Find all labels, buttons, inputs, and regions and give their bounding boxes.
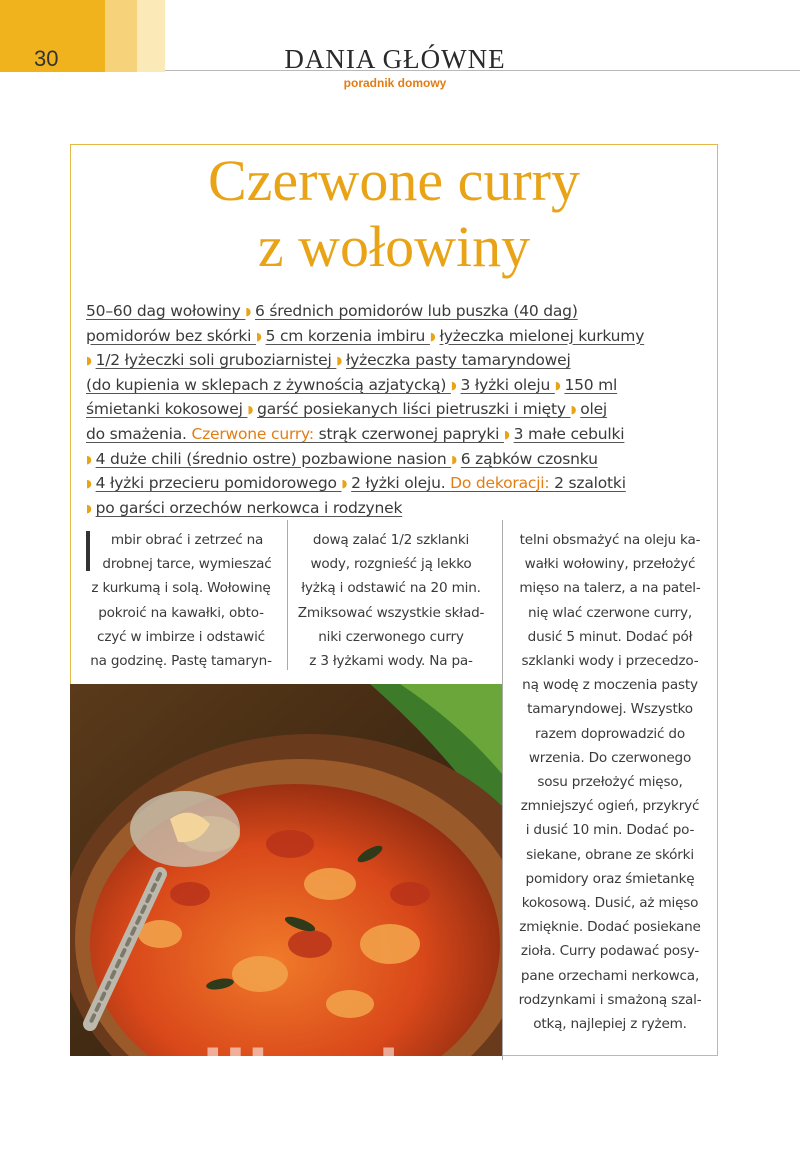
curry-photo: [70, 684, 502, 1056]
ingredient-line: [86, 497, 706, 522]
watermark: wedlinydomowe.pl: [80, 1038, 745, 1108]
instruction-line: drobnej tarce, wymieszać: [102, 556, 272, 573]
instruction-line: siekane, obrane ze skórki: [526, 846, 694, 863]
ingredient-text: olej: [580, 400, 608, 419]
instruction-line: mbir obrać i zetrzeć na: [110, 532, 264, 548]
bullet-icon: ◗: [86, 501, 92, 515]
section-label: Czerwone curry:: [191, 424, 319, 443]
bullet-icon: ◗: [86, 354, 92, 368]
ingredient-text: 3 małe cebulki: [513, 424, 625, 443]
ingredient-text: łyżeczka mielonej kurkumy: [439, 326, 645, 345]
ingredient-text: 50–60 dag wołowiny: [86, 302, 246, 320]
instruction-line: zmięknie. Dodać posiekane: [519, 919, 701, 936]
ingredient-text: 6 ząbków czosnku: [460, 449, 598, 468]
column-divider-1: [287, 520, 288, 670]
recipe-title-line1: Czerwone curry: [208, 148, 580, 213]
instruction-line: sosu przełożyć mięso,: [537, 774, 683, 791]
ingredient-text: łyżeczka pasty tamaryndowej: [345, 351, 571, 370]
ingredient-line: [86, 300, 706, 325]
bullet-icon: ◗: [450, 378, 457, 392]
instruction-line: telni obsmażyć na oleju ka-: [519, 532, 701, 548]
instructions-column-1: [86, 528, 276, 673]
curry-bowl-illustration: [70, 684, 502, 1056]
ingredient-line: [86, 448, 706, 473]
bullet-icon: ◗: [86, 452, 92, 466]
ingredient-line: [86, 374, 706, 399]
instruction-line: ną wodę z moczenia pasty: [522, 677, 698, 694]
bullet-icon: ◗: [554, 378, 561, 392]
instruction-line: niki czerwonego curry: [318, 628, 464, 645]
column-divider-2: [502, 520, 503, 1060]
bullet-icon: ◗: [336, 354, 342, 368]
bullet-icon: ◗: [247, 403, 254, 417]
header-tab-mid: [105, 0, 137, 72]
instruction-line: zmniejszyć ogień, przykryć: [520, 798, 700, 815]
bullet-icon: ◗: [245, 305, 251, 318]
instruction-line: wody, rozgnieść ją lekko: [310, 556, 472, 573]
ingredients-list: [86, 300, 706, 521]
header-tab-light: [137, 0, 165, 72]
ingredient-text: 2 łyżki oleju.: [351, 474, 451, 493]
instruction-line: szklanki wody i przecedzo-: [521, 653, 699, 670]
ingredient-text: 4 duże chili (średnio ostre) pozbawione nasion: [95, 449, 452, 468]
ingredient-text: (do kupienia w sklepach z żywnością azjatycką): [86, 375, 451, 394]
instruction-line: łyżką i odstawić na 20 min.: [301, 580, 481, 597]
recipe-title: [70, 148, 718, 280]
instruction-line: na godzinę. Pastę tamaryn-: [90, 653, 272, 670]
instruction-line: wałki wołowiny, przełożyć: [524, 556, 696, 573]
recipe-title-line2: z wołowiny: [257, 214, 531, 279]
instruction-line: Zmiksować wszystkie skład-: [297, 604, 485, 621]
ingredient-line: [86, 349, 706, 374]
instruction-line: pokroić na kawałki, obto-: [98, 604, 264, 621]
ingredient-line: [86, 398, 706, 423]
bullet-icon: ◗: [255, 329, 262, 343]
instruction-line: z 3 łyżkami wody. Na pa-: [309, 653, 473, 670]
bullet-icon: ◗: [451, 452, 457, 466]
ingredient-text: po garści orzechów nerkowca i rodzynek: [95, 498, 403, 517]
ingredient-text: strąk czerwonej papryki: [318, 424, 505, 443]
ingredient-text: garść posiekanych liści pietruszki i mięty: [257, 400, 571, 419]
ingredient-text: 4 łyżki przecieru pomidorowego: [95, 474, 342, 493]
ingredient-text: 150 ml: [564, 375, 618, 394]
instructions-column-3: [510, 528, 710, 1036]
instructions-column-2: [296, 528, 486, 673]
instruction-line: wrzenia. Do czerwonego: [528, 749, 692, 766]
instruction-line: razem doprowadzić do: [535, 725, 685, 742]
ingredient-text: pomidorów bez skórki: [86, 326, 256, 345]
section-subtitle: poradnik domowy: [343, 76, 447, 90]
section-label: Do dekoracji:: [450, 474, 555, 493]
instruction-line: kokosową. Dusić, aż mięso: [521, 895, 699, 912]
bullet-icon: ◗: [86, 477, 92, 491]
bullet-icon: ◗: [504, 427, 510, 441]
instruction-line: dową zalać 1/2 szklanki: [312, 532, 470, 548]
instruction-line: rodzynkami i smażoną szal-: [518, 991, 702, 1008]
ingredient-text: 2 szalotki: [554, 474, 626, 493]
instruction-line: z kurkumą i solą. Wołowinę: [91, 580, 271, 597]
page-number: 30: [34, 46, 59, 71]
section-title: DANIA GŁÓWNE: [284, 44, 506, 74]
bullet-icon: ◗: [341, 477, 348, 491]
ingredient-text: 6 średnich pomidorów lub puszka (40 dag): [255, 302, 578, 320]
instruction-line: zioła. Curry podawać posy-: [520, 943, 700, 960]
instruction-line: czyć w imbirze i odstawić: [97, 628, 265, 645]
ingredient-text: 3 łyżki oleju: [460, 375, 555, 394]
instruction-line: i dusić 10 min. Dodać po-: [525, 822, 695, 839]
instruction-line: dusić 5 minut. Dodać pół: [527, 628, 693, 645]
ingredient-line: [86, 423, 706, 448]
ingredient-text: 1/2 łyżeczki soli gruboziarnistej: [95, 351, 337, 370]
ingredient-text: do smażenia.: [86, 424, 192, 443]
instruction-line: mięso na talerz, a na patel-: [519, 580, 701, 597]
instruction-line: otką, najlepiej z ryżem.: [533, 1016, 687, 1033]
instruction-line: pomidory oraz śmietankę: [525, 870, 695, 887]
instruction-line: pane orzechami nerkowca,: [520, 967, 700, 984]
instruction-line: nię wlać czerwone curry,: [528, 604, 692, 621]
ingredient-line: [86, 472, 706, 497]
instruction-line: tamaryndowej. Wszystko: [527, 701, 693, 718]
ingredient-text: 5 cm korzenia imbiru: [265, 326, 430, 345]
bullet-icon: ◗: [429, 329, 436, 343]
bullet-icon: ◗: [570, 403, 577, 417]
ingredient-text: śmietanki kokosowej: [86, 400, 248, 419]
ingredient-line: [86, 325, 706, 350]
